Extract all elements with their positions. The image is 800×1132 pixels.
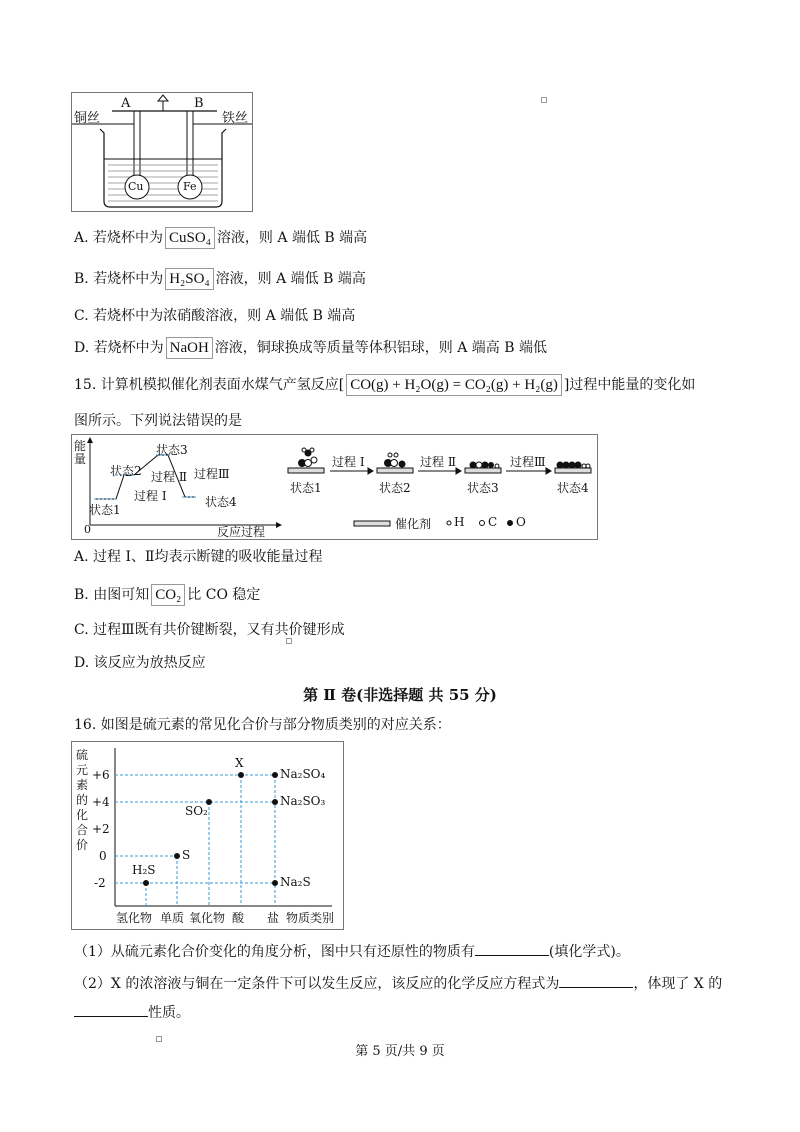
q14-option-b: B. 若烧杯中为 H₂SO₄ 溶液，则 A 端低 B 端高	[74, 268, 366, 290]
scan-mark	[541, 97, 547, 103]
balance-beaker-figure	[71, 92, 253, 212]
scheme-state4: 状态4	[557, 481, 589, 495]
scheme-proc2: 过程 Ⅱ	[420, 455, 456, 469]
q15-option-c: C. 过程Ⅲ既有共价键断裂，又有共价键形成	[74, 622, 345, 638]
y-axis-title: 硫 元 素 的 化 合 价	[76, 748, 89, 852]
curve-state4: 状态4	[205, 495, 237, 509]
ball-fe-label: Fe	[183, 180, 197, 193]
curve-state3: 状态3	[156, 443, 188, 457]
q16-sub1: （1）从硫元素化合价变化的角度分析，图中只有还原性的物质有 (填化学式)。	[74, 941, 630, 961]
curve-proc1: 过程 Ⅰ	[134, 489, 167, 503]
scheme-proc1: 过程 Ⅰ	[332, 455, 365, 469]
point-label: S	[182, 848, 191, 862]
legend-h: H	[454, 515, 465, 529]
x-category: 氧化物	[189, 911, 226, 925]
curve-proc3: 过程Ⅲ	[194, 467, 230, 481]
legend-o: O	[516, 515, 526, 529]
answer-blank[interactable]	[74, 1002, 148, 1017]
q15-option-d: D. 该反应为放热反应	[74, 655, 206, 671]
curve-state2: 状态2	[110, 464, 142, 478]
q14-option-a: A. 若烧杯中为 CuSO₄ 溶液，则 A 端低 B 端高	[74, 227, 367, 249]
scheme-state2: 状态2	[379, 481, 411, 495]
x-axis-label: 反应过程	[217, 525, 266, 539]
point-label: X	[235, 756, 244, 770]
point-label: H₂S	[132, 863, 156, 877]
page-footer: 第 5 页/共 9 页	[355, 1044, 445, 1059]
x-category: 酸	[232, 911, 245, 925]
q15-option-a: A. 过程 Ⅰ、Ⅱ均表示断键的吸收能量过程	[74, 549, 323, 565]
point-label: Na₂SO₄	[280, 767, 326, 781]
energy-axis-label-1: 能	[74, 439, 87, 453]
q16-sub2: （2）X 的浓溶液与铜在一定条件下可以发生反应，该反应的化学反应方程式为 ，体现了 X 的	[74, 973, 722, 993]
y-tick: -2	[94, 876, 106, 890]
formula-box: H₂SO₄	[165, 268, 213, 290]
scheme-proc3: 过程Ⅲ	[510, 455, 546, 469]
sulfur-valence-figure	[71, 741, 344, 930]
point-label: Na₂S	[280, 875, 311, 889]
legend-catalyst: 催化剂	[395, 517, 432, 531]
wire-right-label: 铁丝	[222, 111, 249, 126]
label-b: B	[194, 96, 204, 111]
formula-box: NaOH	[166, 337, 213, 359]
point-label: Na₂SO₃	[280, 794, 326, 808]
y-tick: 0	[99, 849, 107, 863]
section-title: 第 Ⅱ 卷(非选择题 共 55 分)	[303, 686, 497, 704]
q16-sub2-line2: 性质。	[74, 1002, 190, 1022]
curve-proc2: 过程 Ⅱ	[151, 470, 187, 484]
x-axis-title: 物质类别	[286, 911, 335, 925]
label-a: A	[121, 96, 131, 111]
curve-state1: 状态1	[89, 503, 121, 517]
y-tick: +4	[92, 795, 110, 809]
scheme-state1: 状态1	[290, 481, 322, 495]
scheme-state3: 状态3	[467, 481, 499, 495]
y-tick: +6	[92, 768, 110, 782]
x-category: 氢化物	[116, 911, 153, 925]
formula-box: CO₂	[151, 584, 185, 606]
point-label: SO₂	[185, 804, 208, 818]
q14-option-c: C. 若烧杯中为浓硝酸溶液，则 A 端低 B 端高	[74, 308, 356, 324]
legend-c: C	[488, 515, 498, 529]
q15-stem: 15. 计算机模拟催化剂表面水煤气产氢反应[ CO(g) + H₂O(g) = CO₂(g) + H₂(g) ]过程中能量的变化如	[74, 374, 695, 396]
equation-box: CO(g) + H₂O(g) = CO₂(g) + H₂(g)	[346, 374, 562, 396]
q15-stem-line2: 图所示。下列说法错误的是	[74, 413, 242, 429]
energy-figure	[71, 434, 598, 540]
q14-option-d: D. 若烧杯中为 NaOH 溶液，铜球换成等质量等体积铝球，则 A 端高 B 端低	[74, 337, 547, 359]
answer-blank[interactable]	[475, 941, 549, 956]
y-tick: +2	[92, 822, 110, 836]
answer-blank[interactable]	[559, 973, 633, 988]
ball-cu-label: Cu	[128, 180, 144, 193]
formula-box: CuSO₄	[165, 227, 215, 249]
energy-axis-label-2: 量	[74, 452, 87, 466]
x-category: 盐	[267, 911, 280, 925]
x-category: 单质	[160, 911, 185, 925]
q15-option-b: B. 由图可知 CO₂ 比 CO 稳定	[74, 584, 260, 606]
wire-left-label: 铜丝	[74, 111, 101, 126]
origin-label: 0	[84, 523, 91, 536]
q16-stem: 16. 如图是硫元素的常见化合价与部分物质类别的对应关系：	[74, 717, 451, 733]
